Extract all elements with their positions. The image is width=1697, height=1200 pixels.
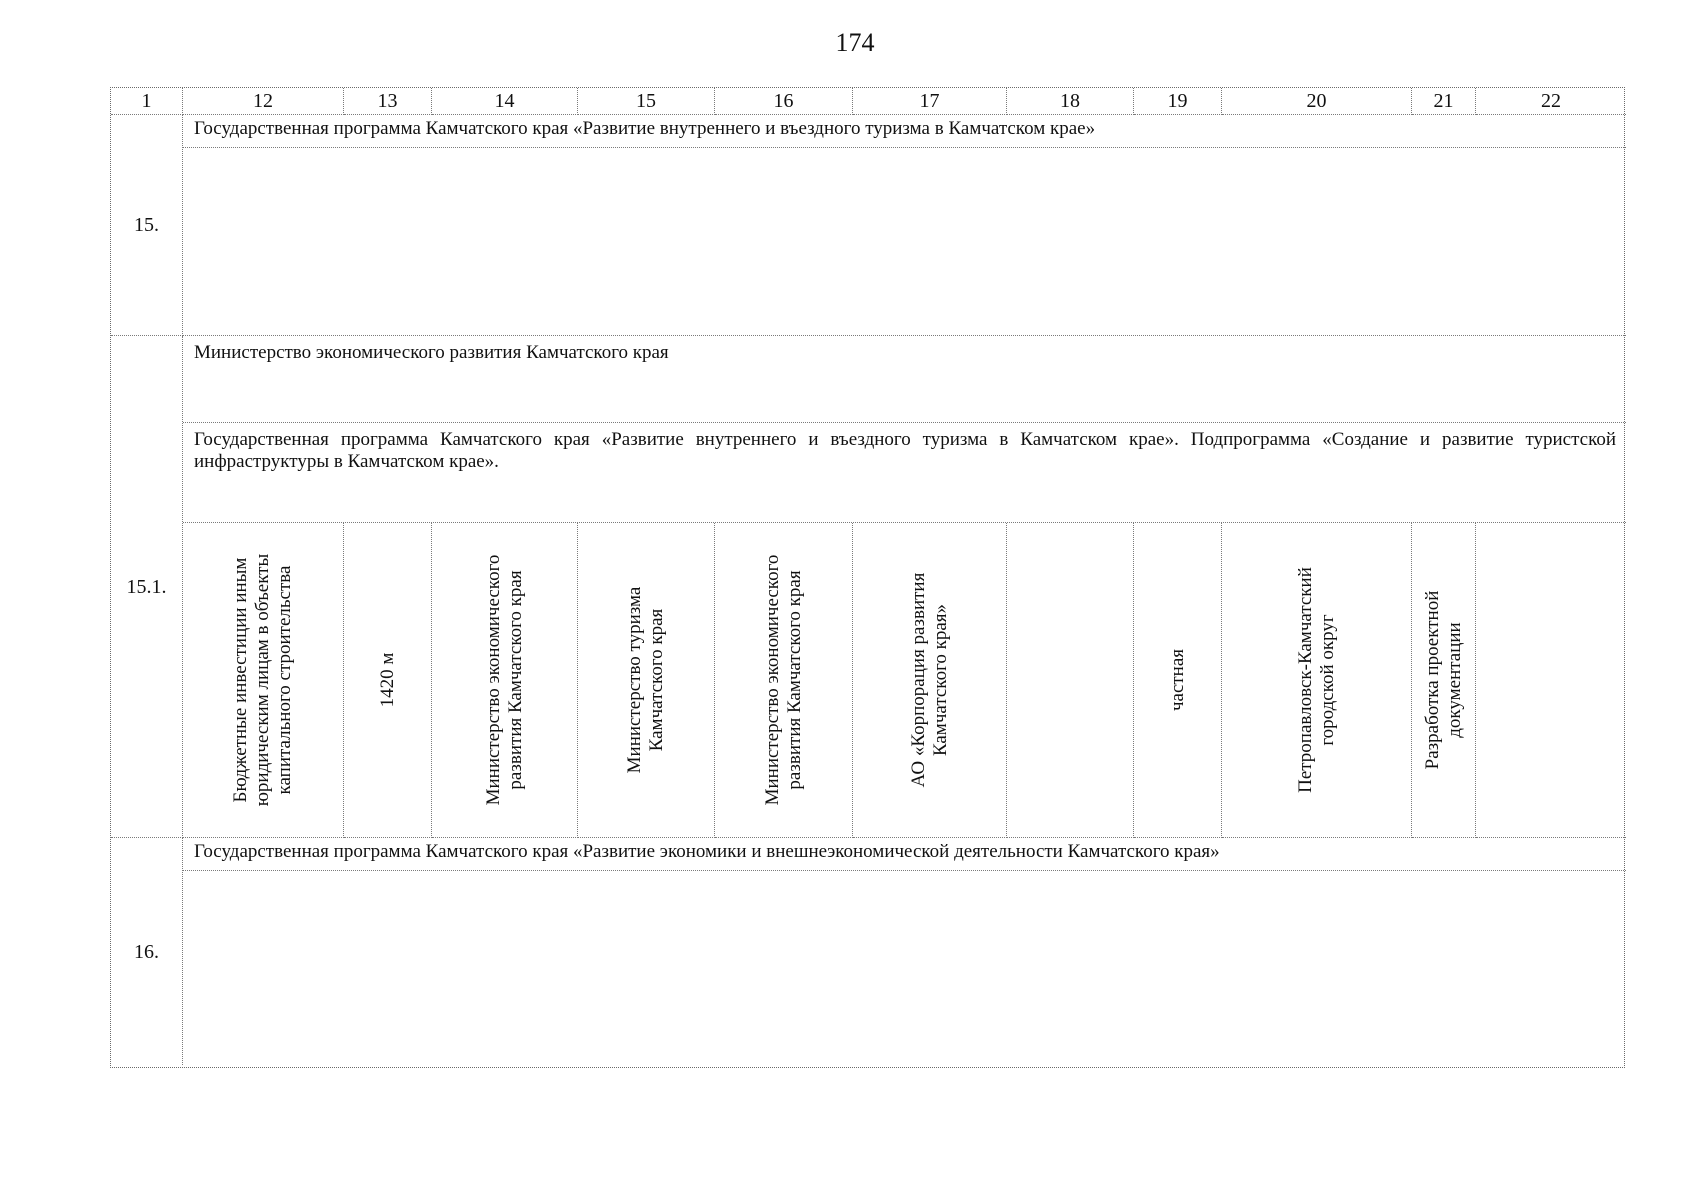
empty-block-15 <box>183 148 1626 336</box>
cell-col-12 <box>183 523 344 838</box>
header-col-1: 1 <box>111 88 183 115</box>
co-executor: Министерство туризма Камчатского края <box>624 586 667 774</box>
header-col-19: 19 <box>1134 88 1222 115</box>
cell-col-17 <box>853 523 1007 838</box>
header-col-16: 16 <box>715 88 853 115</box>
program-title-15: Государственная программа Камчатского края «Развитие внутреннего и въездного туризма в Камчатском крае» <box>183 115 1626 148</box>
row-number-15: 15. <box>111 115 183 336</box>
cell-col-16 <box>715 523 853 838</box>
data-table <box>110 87 1625 1068</box>
header-col-15: 15 <box>578 88 715 115</box>
header-col-18: 18 <box>1007 88 1134 115</box>
header-col-17: 17 <box>853 88 1007 115</box>
header-col-12: 12 <box>183 88 344 115</box>
cell-col-15 <box>578 523 715 838</box>
budget-manager: Министерство экономического развития Камчатского края <box>761 554 805 806</box>
header-col-13: 13 <box>344 88 432 115</box>
cell-col-19 <box>1134 523 1222 838</box>
capacity-value: 1420 м <box>376 652 398 708</box>
location: Петропавловск-Камчатский городской округ <box>1294 567 1338 793</box>
header-col-21: 21 <box>1412 88 1476 115</box>
program-title-16: Государственная программа Камчатского края «Развитие экономики и внешнеэкономической деятельности Камчатского края» <box>183 838 1626 871</box>
row-number-15-1: 15.1. <box>111 336 183 838</box>
header-col-14: 14 <box>432 88 578 115</box>
header-col-20: 20 <box>1222 88 1412 115</box>
ownership-form: частная <box>1166 648 1188 712</box>
cell-col-21 <box>1412 523 1476 838</box>
empty-block-16 <box>183 871 1626 1065</box>
recipient-organization: АО «Корпорация развития Камчатского края» <box>907 572 951 788</box>
investment-type: Бюджетные инвестиции иным юридическим лицам в объекты капитального строительства <box>230 553 295 807</box>
cell-col-22 <box>1476 523 1626 838</box>
ministry-title: Министерство экономического развития Камчатского края <box>183 336 1626 423</box>
cell-col-13 <box>344 523 432 838</box>
cell-col-20 <box>1222 523 1412 838</box>
responsible-executor: Министерство экономического развития Камчатского края <box>482 554 526 806</box>
row-number-16: 16. <box>111 838 183 1065</box>
header-col-22: 22 <box>1476 88 1626 115</box>
work-stage: Разработка проектной документации <box>1421 590 1465 770</box>
subprogram-title: Государственная программа Камчатского края «Развитие внутреннего и въездного туризма в Камчатском крае». Подпрограмма «Создание и развитие туристской инфраструктуры в Камчатском крае». <box>183 423 1626 523</box>
cell-col-14 <box>432 523 578 838</box>
cell-col-18 <box>1007 523 1134 838</box>
page-number: 174 <box>835 28 875 57</box>
